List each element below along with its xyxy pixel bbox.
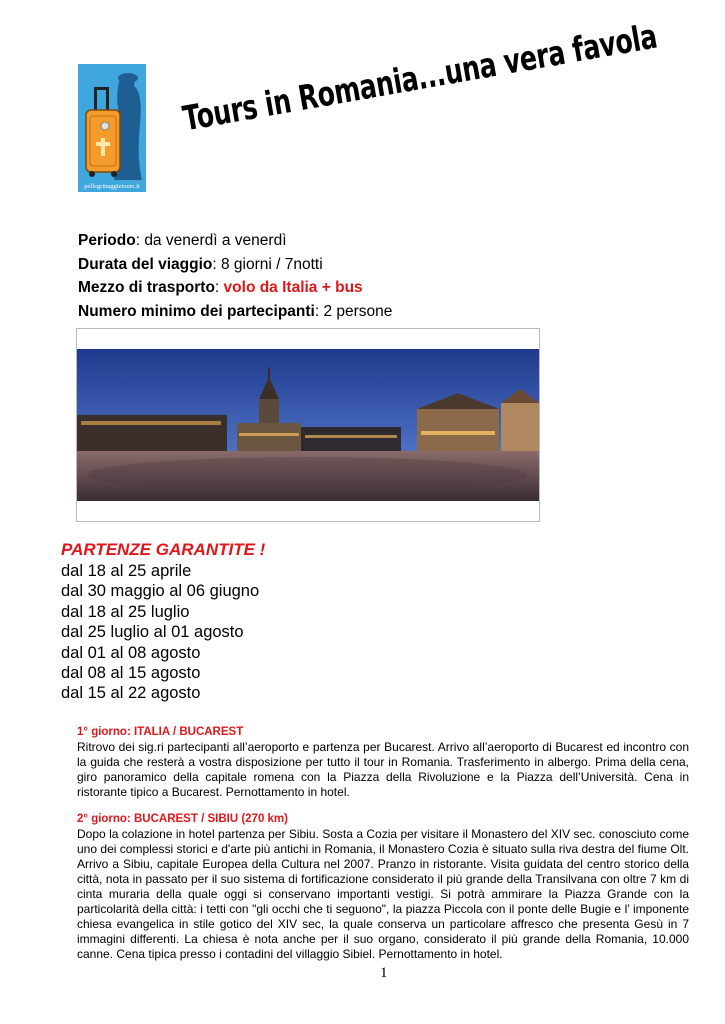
- departure-dates: [61, 561, 259, 704]
- info-numero: Numero minimo dei partecipanti: 2 persone: [78, 302, 393, 320]
- date-item: dal 15 al 22 agosto: [61, 684, 201, 703]
- day-1: [77, 725, 689, 800]
- date-item: dal 25 luglio al 01 agosto: [61, 623, 244, 642]
- date-item: dal 08 al 15 agosto: [61, 664, 201, 683]
- day-text: Dopo la colazione in hotel partenza per Sibiu. Sosta a Cozia per visitare il Monastero del XIV sec. conosciuto come uno dei complessi storici e d'arte più antichi in Romania, il Monastero Cozia è situato sulla riva destra del fiume Olt. Arrivo a Sibiu, capitale Europea della Cultura nel 2007. Pranzo in ristorante. Visita guidata del centro storico della città, nota in passato per il suo sistema di fortificazione considerato il più grande della Transilvana con oltre 7 km di cinta muraria della quale oggi si conservano importanti vestigi. Si potrà ammirare la Piazza Grande con la particolarità della città: i tetti con "gli occhi che ti seguono", la piazza Piccola con il ponte delle Bugie e l’ imponente chiesa evangelica in stile gotico del XIV sec, la quale conserva un particolare affresco che presenta Gesù in 7 immagini differenti. La chiesa è nota anche per il suo organo, considerato il più grande della Romania, 10.000 canne. Cena tipica presso i contadini del villaggio Sibiel. Pernottamento in hotel.: [77, 827, 689, 961]
- logo: [78, 64, 146, 192]
- night-square-panorama-icon: [77, 349, 539, 501]
- date-item: dal 01 al 08 agosto: [61, 643, 201, 662]
- page-title: Tours in Romania...una vera favola: [180, 16, 660, 140]
- date-item: dal 30 maggio al 06 giugno: [61, 582, 260, 601]
- day-text: Ritrovo dei sig.ri partecipanti all’aeroporto e partenza per Bucarest. Arrivo all’aeroporto di Bucarest ed incontro con la guida che resterà a vostra disposizione per tutto il tour in Romania. Trasferimento in albergo. Prima della cena, giro panoramico della capitale romena con la Piazza della Rivoluzione e la Piazza dell’Università. Cena in ristorante tipico a Bucarest. Pernottamento in hotel.: [77, 740, 689, 799]
- date-item: dal 18 al 25 luglio: [61, 602, 190, 621]
- day-title: 2° giorno: BUCAREST / SIBIU (270 km): [77, 813, 288, 825]
- panorama-photo: [76, 328, 540, 522]
- day-title: 1° giorno: ITALIA / BUCAREST: [77, 726, 244, 738]
- trip-info: [78, 229, 392, 323]
- logo-text: pellegrinaggietours.it: [84, 183, 140, 190]
- logo-pilgrim-suitcase-icon: [78, 64, 146, 192]
- partenze-title: PARTENZE GARANTITE !: [61, 540, 266, 559]
- page-number: 1: [380, 965, 388, 981]
- info-durata: Durata del viaggio: 8 giorni / 7notti: [78, 255, 323, 273]
- info-mezzo: Mezzo di trasporto: volo da Italia + bus: [78, 279, 363, 296]
- day-2: [77, 812, 689, 962]
- date-item: dal 18 al 25 aprile: [61, 562, 192, 580]
- info-periodo: Periodo: da venerdì a venerdì: [78, 232, 287, 249]
